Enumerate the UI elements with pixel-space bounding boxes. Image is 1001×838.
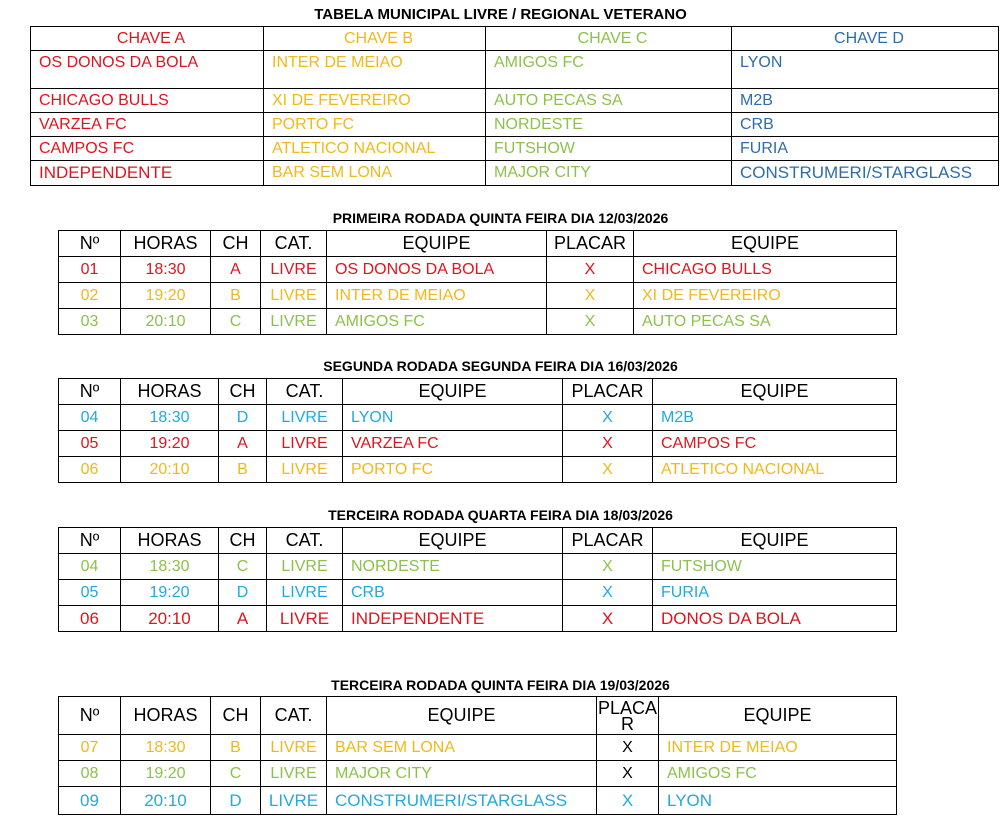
away-team: AMIGOS FC — [659, 761, 897, 787]
score: X — [597, 761, 659, 787]
game-time: 19:20 — [121, 431, 219, 457]
game-time: 20:10 — [121, 606, 219, 632]
home-team: LYON — [343, 405, 563, 431]
game-group: C — [211, 309, 261, 335]
col-equipe-home: EQUIPE — [343, 379, 563, 405]
col-num: Nº — [59, 379, 121, 405]
game-time: 18:30 — [121, 257, 211, 283]
game-group: C — [219, 554, 267, 580]
game-number: 04 — [59, 554, 121, 580]
away-team: FURIA — [653, 580, 897, 606]
round-4-title: TERCEIRA RODADA QUINTA FEIRA DIA 19/03/2026 — [331, 677, 670, 693]
table-row — [59, 309, 897, 335]
game-number: 06 — [59, 606, 121, 632]
col-cat: CAT. — [267, 528, 343, 554]
group-b-header: CHAVE B — [264, 27, 486, 51]
col-ch: CH — [211, 231, 261, 257]
group-team: FURIA — [732, 137, 999, 161]
col-horas: HORAS — [121, 379, 219, 405]
game-time: 20:10 — [121, 787, 211, 815]
score: X — [563, 457, 653, 483]
game-category: LIVRE — [267, 431, 343, 457]
score: X — [547, 283, 634, 309]
table-row — [59, 283, 897, 309]
round-2-table — [58, 378, 897, 483]
col-equipe-away: EQUIPE — [653, 528, 897, 554]
table-row — [59, 431, 897, 457]
group-team: CHICAGO BULLS — [31, 89, 264, 113]
col-equipe-home: EQUIPE — [327, 231, 547, 257]
group-a-header: CHAVE A — [31, 27, 264, 51]
round-1-table — [58, 230, 897, 335]
home-team: CONSTRUMERI/STARGLASS — [327, 787, 597, 815]
away-team: DONOS DA BOLA — [653, 606, 897, 632]
col-num: Nº — [59, 231, 121, 257]
group-team: XI DE FEVEREIRO — [264, 89, 486, 113]
game-group: B — [211, 735, 261, 761]
col-num: Nº — [59, 697, 121, 735]
game-category: LIVRE — [267, 457, 343, 483]
game-category: LIVRE — [261, 735, 327, 761]
game-group: A — [219, 606, 267, 632]
groups-header-row — [31, 27, 999, 51]
score: X — [547, 257, 634, 283]
score: X — [563, 431, 653, 457]
game-category: LIVRE — [267, 405, 343, 431]
table-row — [59, 761, 897, 787]
group-team: MAJOR CITY — [486, 161, 732, 186]
game-number: 01 — [59, 257, 121, 283]
groups-row — [31, 137, 999, 161]
game-category: LIVRE — [267, 580, 343, 606]
game-time: 20:10 — [121, 309, 211, 335]
col-placar: PLACAR — [547, 231, 634, 257]
group-team: M2B — [732, 89, 999, 113]
group-team: INDEPENDENTE — [31, 161, 264, 186]
group-team: AUTO PECAS SA — [486, 89, 732, 113]
group-team: AMIGOS FC — [486, 51, 732, 89]
table-header-row — [59, 697, 897, 735]
home-team: CRB — [343, 580, 563, 606]
game-number: 08 — [59, 761, 121, 787]
group-d-header: CHAVE D — [732, 27, 999, 51]
home-team: VARZEA FC — [343, 431, 563, 457]
away-team: AUTO PECAS SA — [634, 309, 897, 335]
table-header-row — [59, 379, 897, 405]
col-cat: CAT. — [261, 697, 327, 735]
table-row — [59, 257, 897, 283]
away-team: ATLETICO NACIONAL — [653, 457, 897, 483]
table-header-row — [59, 528, 897, 554]
group-team: PORTO FC — [264, 113, 486, 137]
table-row — [59, 457, 897, 483]
game-group: C — [211, 761, 261, 787]
game-time: 20:10 — [121, 457, 219, 483]
round-2-title: SEGUNDA RODADA SEGUNDA FEIRA DIA 16/03/2026 — [323, 358, 678, 374]
game-number: 05 — [59, 580, 121, 606]
away-team: CAMPOS FC — [653, 431, 897, 457]
game-category: LIVRE — [261, 761, 327, 787]
game-category: LIVRE — [267, 554, 343, 580]
table-header-row — [59, 231, 897, 257]
table-row — [59, 735, 897, 761]
game-category: LIVRE — [261, 257, 327, 283]
away-team: M2B — [653, 405, 897, 431]
game-number: 09 — [59, 787, 121, 815]
group-team: INTER DE MEIAO — [264, 51, 486, 89]
home-team: BAR SEM LONA — [327, 735, 597, 761]
score: X — [597, 735, 659, 761]
away-team: LYON — [659, 787, 897, 815]
group-team: CRB — [732, 113, 999, 137]
round-3-title: TERCEIRA RODADA QUARTA FEIRA DIA 18/03/2026 — [328, 507, 673, 523]
game-time: 19:20 — [121, 580, 219, 606]
table-row — [59, 606, 897, 632]
home-team: INDEPENDENTE — [343, 606, 563, 632]
game-category: LIVRE — [261, 787, 327, 815]
game-number: 03 — [59, 309, 121, 335]
groups-row — [31, 113, 999, 137]
col-placar — [597, 697, 659, 735]
game-category: LIVRE — [267, 606, 343, 632]
game-group: D — [219, 405, 267, 431]
col-ch: CH — [211, 697, 261, 735]
game-group: B — [219, 457, 267, 483]
col-equipe-away: EQUIPE — [653, 379, 897, 405]
round-1-title: PRIMEIRA RODADA QUINTA FEIRA DIA 12/03/2026 — [332, 210, 669, 226]
group-team: CAMPOS FC — [31, 137, 264, 161]
home-team: MAJOR CITY — [327, 761, 597, 787]
table-row — [59, 405, 897, 431]
col-horas: HORAS — [121, 697, 211, 735]
game-number: 07 — [59, 735, 121, 761]
game-time: 18:30 — [121, 554, 219, 580]
game-group: D — [211, 787, 261, 815]
group-c-header: CHAVE C — [486, 27, 732, 51]
score: X — [563, 554, 653, 580]
home-team: INTER DE MEIAO — [327, 283, 547, 309]
col-equipe-home: EQUIPE — [327, 697, 597, 735]
col-num: Nº — [59, 528, 121, 554]
game-category: LIVRE — [261, 283, 327, 309]
col-equipe-away: EQUIPE — [634, 231, 897, 257]
away-team: FUTSHOW — [653, 554, 897, 580]
game-group: D — [219, 580, 267, 606]
game-time: 18:30 — [121, 405, 219, 431]
col-placar-line1: PLACA — [597, 697, 658, 718]
table-row — [59, 787, 897, 815]
home-team: PORTO FC — [343, 457, 563, 483]
page-title: TABELA MUNICIPAL LIVRE / REGIONAL VETERANO — [314, 6, 687, 23]
group-team: CONSTRUMERI/STARGLASS — [732, 161, 999, 186]
round-4-table — [58, 696, 897, 815]
group-team: BAR SEM LONA — [264, 161, 486, 186]
groups-row — [31, 51, 999, 89]
home-team: AMIGOS FC — [327, 309, 547, 335]
col-equipe-home: EQUIPE — [343, 528, 563, 554]
groups-table — [30, 26, 999, 186]
score: X — [563, 580, 653, 606]
home-team: OS DONOS DA BOLA — [327, 257, 547, 283]
table-row — [59, 580, 897, 606]
groups-row — [31, 89, 999, 113]
col-cat: CAT. — [261, 231, 327, 257]
game-time: 19:20 — [121, 761, 211, 787]
game-number: 06 — [59, 457, 121, 483]
group-team: LYON — [732, 51, 999, 89]
round-3-table — [58, 527, 897, 632]
game-group: A — [219, 431, 267, 457]
group-team: ATLETICO NACIONAL — [264, 137, 486, 161]
game-number: 02 — [59, 283, 121, 309]
game-time: 19:20 — [121, 283, 211, 309]
group-team: FUTSHOW — [486, 137, 732, 161]
col-ch: CH — [219, 379, 267, 405]
home-team: NORDESTE — [343, 554, 563, 580]
group-team: OS DONOS DA BOLA — [31, 51, 264, 89]
col-ch: CH — [219, 528, 267, 554]
col-placar: PLACAR — [563, 379, 653, 405]
game-group: B — [211, 283, 261, 309]
away-team: INTER DE MEIAO — [659, 735, 897, 761]
game-category: LIVRE — [261, 309, 327, 335]
col-horas: HORAS — [121, 528, 219, 554]
game-group: A — [211, 257, 261, 283]
away-team: XI DE FEVEREIRO — [634, 283, 897, 309]
away-team: CHICAGO BULLS — [634, 257, 897, 283]
score: X — [563, 405, 653, 431]
table-row — [59, 554, 897, 580]
game-number: 05 — [59, 431, 121, 457]
col-equipe-away: EQUIPE — [659, 697, 897, 735]
score: X — [597, 787, 659, 815]
score: X — [547, 309, 634, 335]
game-time: 18:30 — [121, 735, 211, 761]
col-horas: HORAS — [121, 231, 211, 257]
col-cat: CAT. — [267, 379, 343, 405]
col-placar: PLACAR — [563, 528, 653, 554]
group-team: NORDESTE — [486, 113, 732, 137]
group-team: VARZEA FC — [31, 113, 264, 137]
groups-row — [31, 161, 999, 186]
game-number: 04 — [59, 405, 121, 431]
col-placar-line2: R — [621, 713, 634, 734]
score: X — [563, 606, 653, 632]
